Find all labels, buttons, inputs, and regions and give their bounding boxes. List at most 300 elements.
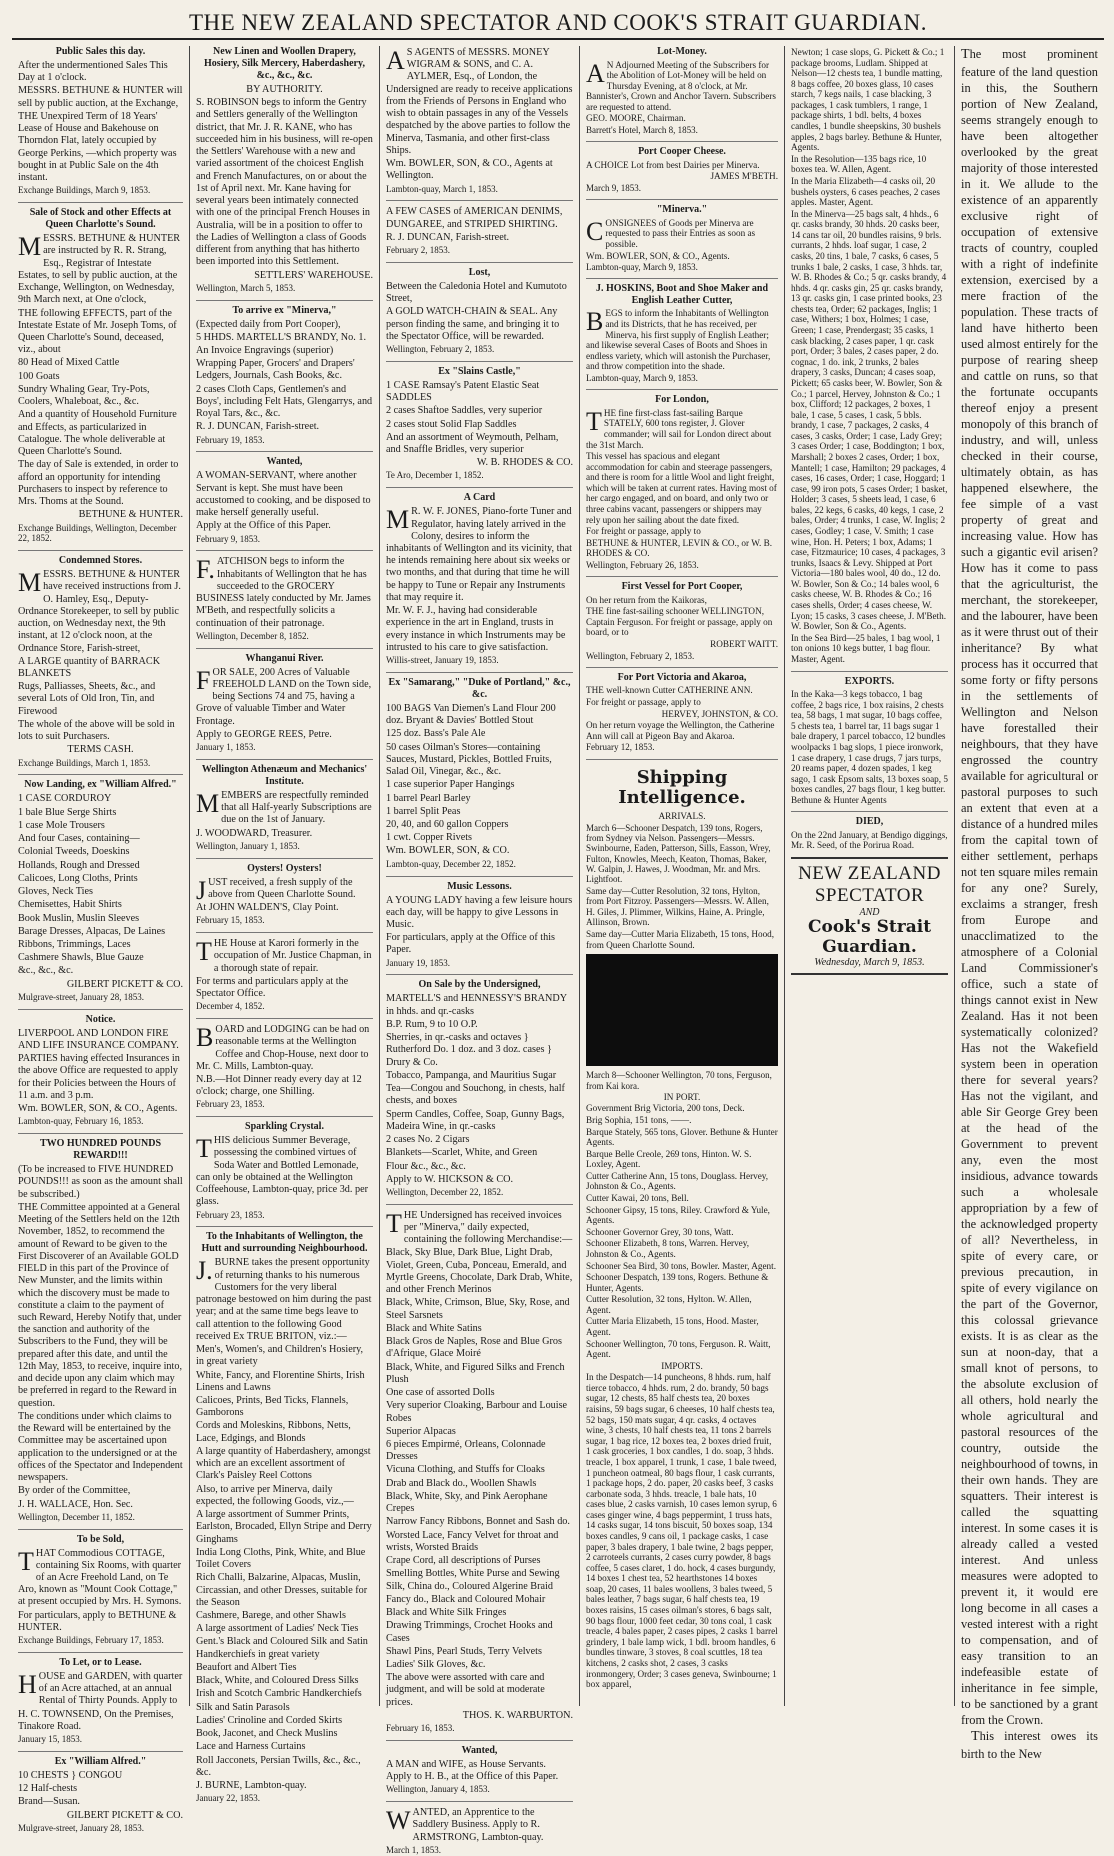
ad-line: Barque Stately, 565 tons, Glover. Bethune & Hunter Agents. [586,1126,778,1148]
ad-line: Lambton-quay, March 9, 1853. [586,372,698,383]
ad-line: THIS delicious Summer Beverage, possessing the combined virtues of Soda Water and Bottled Lemonade, can only be obtained at the Wellington Coffeehouse, Lambton-quay, price 3d. per glass. [196,1134,368,1208]
column-6-editorial [955,46,1104,1762]
advertisement [18,1652,183,1745]
ad-line: Apply at the Office of this Paper. [196,520,331,532]
ad-line: HOUSE and GARDEN, with quarter of an Acre attached, at an annual Rental of Thirty Pounds. Apply to [18,1669,183,1707]
ad-line: LIVERPOOL AND LONDON FIRE AND LIFE INSURANCE COMPANY. [18,1027,179,1051]
ad-line: Black, White, Sky, and Pink Aerophane Crepes [386,1490,548,1515]
nameplate-date: Wednesday, March 9, 1853. [814,957,925,969]
ad-line: Roll Jacconets, Persian Twills, &c., &c., &c. [196,1754,361,1778]
ad-heading: Port Cooper Cheese. [638,146,726,158]
ad-line: 6 pieces Empirmé, Orleans, Colonnade Dresses [386,1439,546,1463]
advertisement [386,361,573,481]
ad-line: 50 cases Oilman's Stores—containing Sauces, Mustard, Pickles, Bottled Fruits, Salad Oil, Vinegar, &c., &c. [386,741,552,778]
ad-line: Shawl Pins, Pearl Studs, Terry Velvets [386,1645,542,1657]
ad-line: 1 CASE Ramsay's Patent Elastic Seat SADDLES [386,379,540,404]
ad-line: Cutter Kawai, 20 tons, Bell. [586,1193,689,1204]
ad-line: For particulars, apply at the Office of this Paper. [386,932,555,956]
ad-line: S. ROBINSON begs to inform the Gentry and Settlers generally of the Wellington district, that Mr. J. R. KANE, who has succeeded him in his business, will re-open the Settlers' Warehouse with a new and varied assortment of the choicest English and French Manufactures, on or about the 1st of April next. Mr. Kane having for several years been intimately connected with one of the principal French Houses in Australia, will be in a position to offer to the Ladies of Wellington a class of Goods different from anything that has hitherto been imported into this Settlement. [196,97,373,268]
ad-heading: New Linen and Woollen Drapery, Hosiery, Silk Mercery, Haberdashery, &c., &c., &c. [204,46,365,81]
ad-line: F.ATCHISON begs to inform the Inhabitants of Wellington that he has succeeded to the GROCERY BUSINESS lately conducted by Mr. James M'Beth, and respectfully solicits a continuation of their patronage. [196,555,371,629]
ad-line: 125 doz. Bass's Pale Ale [386,728,486,740]
ad-line: Exchange Buildings, March 1, 1853. [18,757,151,768]
ad-line: 2 cases Shaftoe Saddles, very superior [386,405,543,417]
ad-line: Exchange Buildings, February 17, 1853. [18,1635,164,1646]
ad-line: R. J. DUNCAN, Farish-street. [196,421,320,433]
ad-heading: Public Sales this day. [55,46,146,57]
ad-line: Brig Sophia, 151 tons, ——. [586,1115,692,1126]
ad-line: Cutter Resolution, 32 tons, Hylton. W. Allen, Agent. [586,1294,752,1315]
ad-line: Between the Caledonia Hotel and Kumutoto Street, [386,280,567,305]
ad-line: Government Brig Victoria, 200 tons, Deck. [586,1103,745,1114]
ad-heading: Wanted, [461,1744,498,1756]
ad-line: 100 BAGS Van Diemen's Land Flour 200 doz. Bryant & Davies' Bottled Stout [386,702,556,727]
ad-line: Wellington, March 5, 1853. [196,282,296,293]
ad-line: IMPORTS. [661,1360,703,1371]
ad-line: The day of Sale is extended, in order to afford an opportunity for intending Purchasers to inspect by reference to Mrs. Thoms at the Sound. [18,459,179,508]
advertisement [196,451,373,544]
advertisement [196,1018,373,1110]
column-4 [580,46,785,1706]
newspaper-nameplate [791,857,948,975]
ad-line: THE Unexpired Term of 18 Years' Lease of House and Bakehouse on Thorndon Flat, lately occupied by George Perkins, —which property was bought in at Public Sale on the 4th instant. [18,110,177,184]
nameplate-subtitle: Cook's Strait Guardian. [807,917,932,957]
advertisement [18,202,183,544]
ad-line: Same day—Cutter Maria Elizabeth, 15 tons, Hood, from Queen Charlotte Sound. [586,929,775,950]
ad-line: 2 cases No. 2 Cigars [386,1134,470,1146]
ad-line: Fancy do., Black and Coloured Mohair [386,1593,546,1605]
ad-line: A WOMAN-SERVANT, where another Servant is kept. She must have been accustomed to cooking, and be disposed to make herself generally useful. [196,470,371,519]
ad-line: For freight or passage, apply to [586,526,701,537]
ad-line: Same day—Cutter Resolution, 32 tons, Hylton, from Port Fitzroy. Passengers—Messrs. W. Allen, H. Giles, J. Plimmer, Wilkins, Haine, A. Pringle, Allinson, Brown. [586,885,769,928]
ad-line: J. WOODWARD, Treasurer. [196,827,313,839]
ad-line: Lambton-quay, March 9, 1853. [586,262,698,273]
ad-line: CONSIGNEES of Goods per Minerva are requested to pass their Entries as soon as possible. [586,216,756,249]
ad-line: On her return from the Kaikoras, [586,594,707,605]
ad-line: Lambton-quay, March 1, 1853. [386,183,498,194]
ad-line: Wellington, January 4, 1853. [386,1784,490,1795]
ad-line: A large assortment of Ladies' Neck Ties [196,1623,359,1635]
ad-line: Apply to GEORGE REES, Petre. [196,728,332,740]
ad-line: February 12, 1853. [586,742,655,753]
ad-heading: Lost, [468,266,491,278]
ad-line: A GOLD WATCH-CHAIN & SEAL. Any person finding the same, and bringing it to the Spectator Office, will be rewarded. [386,306,560,342]
ad-line: Barque Belle Creole, 269 tons, Hinton. W. S. Loxley, Agent. [586,1148,752,1170]
ad-line: In the Sea Bird—25 bales, 1 bag wool, 1 ton onions 10 kegs butter, 1 bag flour. Master, Agent. [791,632,941,664]
ad-line: THE well-known Cutter CATHERINE ANN. [586,685,753,696]
ad-line: 10 CHESTS } CONGOU [18,1769,123,1781]
ad-line: March 8—Schooner Wellington, 70 tons, Ferguson, from Kai kora. [586,1070,772,1091]
ad-line: 1 case Mole Trousers [18,819,105,831]
ad-line: Rich Challi, Balzarine, Alpacas, Muslin, Circassian, and other Dresses, suitable for the Season [196,1572,368,1608]
ad-line: BOARD and LODGING can be had on reasonable terms at the Wellington Coffee and Chop-House, next door to Mr. C. Mills, Lambton-quay. [196,1023,370,1072]
ad-line: Wellington, February 2, 1853. [586,650,695,661]
ad-heading: Shipping Intelligence. [618,766,746,809]
ad-line: N.B.—Hot Dinner ready every day at 12 o'clock; charge, one Shilling. [196,1073,362,1098]
ad-line: A YOUNG LADY having a few leisure hours each day, will be happy to give Lessons in Music. [386,894,573,930]
advertisement [18,1751,183,1834]
ad-line: Hollands, Rough and Dressed [18,859,140,871]
editorial-continuation: This interest owes its birth to the New [961,1729,1098,1762]
ad-line: 1 bale Blue Serge Shirts [18,806,117,818]
ad-line: Wellington, January 1, 1853. [196,840,300,851]
ad-line: BY AUTHORITY. [246,84,323,95]
ad-line: 1 barrel Split Peas [386,805,461,817]
ad-line: For terms and particulars apply at the Spectator Office. [196,975,349,999]
ad-line: Wellington, December 8, 1852. [196,630,309,641]
ad-line: Wm. BOWLER, SON, & CO., Agents. [18,1103,178,1115]
ad-line: Smelling Bottles, White Purse and Sewing Silk, China do., Coloured Algerine Braid [386,1568,560,1592]
ad-line: February 9, 1853. [196,533,260,544]
ad-line: Cutter Maria Elizabeth, 15 tons, Hood. Master, Agent. [586,1316,759,1337]
ad-heading: EXPORTS. [844,675,895,687]
ad-line: White, Fancy, and Florentine Shirts, Irish Linens and Lawns [196,1369,365,1393]
advertisement [386,876,573,969]
ad-line: MESSRS. BETHUNE & HUNTER are instructed by R. R. Strang, Esq., Registrar of Intestate Estates, to sell by public auction, at the Exchange, Wellington, on Wednesday, 9th March next, at One o'clock, [18,232,181,306]
ad-line: In the Resolution—135 bags rice, 10 boxes tea. W. Allen, Agent. [791,153,927,175]
ad-heading: Ex "William Alfred." [54,1755,147,1767]
ad-line: For freight or passage, apply to [586,697,701,708]
ad-heading: Ex "Slains Castle," [438,365,521,377]
advertisement [386,974,573,1197]
advertisement [386,672,573,870]
ad-line: And four Cases, containing— [18,833,140,845]
ad-line: Very superior Cloaking, Barbour and Louise Robes [386,1400,568,1424]
ad-line: Crape Cord, all descriptions of Purses [386,1555,541,1567]
ad-line: Wm. BOWLER, SON, & CO., Agents at Wellington. [386,158,553,182]
ad-line: Black and White Satins [386,1322,482,1334]
ad-line: Wellington, February 2, 1853. [386,344,495,355]
advertisement [586,667,778,753]
ad-line: Book, Jaconet, and Check Muslins [196,1728,338,1740]
ad-line: The conditions under which claims to the Reward will be entertained by the Committee may be ascertained upon application to the undersigned or at the offices of the Spectator and Independent newspapers. [18,1410,183,1484]
nameplate-title: NEW ZEALAND SPECTATOR [798,863,941,906]
ad-line: Beaufort and Albert Ties [196,1661,297,1673]
ad-line: Rugs, Palliasses, Sheets, &c., and several Lots of Old Iron, Tin, and Firewood [18,681,156,717]
ad-line: GEO. MOORE, Chairman. [586,113,686,124]
ad-line: A large quantity of Haberdashery, amongst which are an excellent assortment of Clark's Paisley Reel Cottons [196,1445,371,1482]
ad-line: At JOHN WALDEN'S, Clay Point. [196,902,339,914]
ad-line: Gent.'s Black and Coloured Silk and Satin Handkerchiefs in great variety [196,1636,368,1660]
ad-line: A large assortment of Summer Prints, Earlston, Brocaded, Ellyn Stripe and Derry Ginghams [196,1509,372,1545]
ad-line: February 15, 1853. [196,915,265,926]
ad-line: 80 Head of Mixed Cattle [18,357,120,369]
ad-line: January 15, 1853. [18,1734,82,1745]
ad-line: The above were assorted with care and judgment, and will be sold at moderate prices. [386,1672,545,1708]
advertisement [18,1133,183,1522]
ad-line: Tobacco, Pampanga, and Mauritius Sugar [386,1069,557,1081]
advertisement [196,858,373,927]
ad-line: Wm. BOWLER, SON, & CO. [386,845,510,857]
ad-heading: Wellington Athenæum and Mechanics' Institute. [201,763,368,787]
ad-line: For particulars, apply to BETHUNE & HUNTER. [18,1609,177,1633]
ad-line: Schooner Despatch, 139 tons, Rogers. Bethune & Hunter, Agents. [586,1272,769,1293]
ad-heading: Music Lessons. [447,880,512,892]
ad-line: A LARGE quantity of BARRACK BLANKETS [18,655,161,679]
ad-line: Sherries, in qr.-casks and octaves } Rutherford Do. 1 doz. and 3 doz. cases } Drury & Co. [386,1032,552,1068]
ad-line: In the Despatch—14 puncheons, 8 hhds. rum, half tierce tobacco, 4 hhds. rum, 2 do. brandy, 50 bags sugar, 12 chests, 85 half chests tea, 20 boxes raisins, 59 bags sugar, 6 cheeses, 10 half chests tea, 52 bags, 150 mats sugar, 4 qr. casks, 4 octaves wine, 3 chests, 10 half chests tea, 11 tons 2 barrels sugar, 1 bag rice, 12 boxes tea, 2 boxes dried fruit, 1 cask groceries, 1 box candles, 1 do. soap, 3 hhds. treacle, 1 box apparel, 1 trunk, 1 case, 1 bale tweed, 1 puncheon oatmeal, 80 bags flour, 1 cask currants, 1 package hops, 2 do. paper, 20 casks beef, 3 casks carbonate soda, 3 hhds. treacle, 1 bale hats, 10 cases blue, 2 casks varnish, 10 cases lemon syrup, 6 cases ginger wine, 4 bags peppermint, 1 truss hats, 14 casks sugar, 14 tons biscuit, 50 boxes soap, 134 boxes candles, 9 cans oil, 1 package casks, 1 case paper, 3 bales drapery, 1 bale twine, 2 bags pepper, 2 carroteels currants, 2 cases curry powder, 8 bags coffee, 5 cases claret, 1 do. hock, 4 cases burgundy, 14 boxes 1 chest tea, 52 hearthstones 14 boxes soap, 20 cases, 11 bales woollens, 3 bales tweed, 5 bales leather, 7 bags sugar, 6 half chests tea, 19 boxes raisins, 15 cases oilman's stores, 6 bags salt, 90 bags flour, 1000 feet cedar, 30 tons coal, 1 cask treacle, 4 bales paper, 2 cases pipes, 2 casks 1 barrel grindery, 1 bale lamp wick, 1 bdl. broom handles, 6 bundles tinware, 3 stoves, 8 coal scuttles, 18 tea kitchens, 2 casks shot, 2 cases, 3 casks ironmongery, Order; 3 cases geneva, Swinbourne; 1 box apparel, [586,1372,778,1690]
ad-line: January 1, 1853. [196,742,256,753]
ad-line: Newton; 1 case slops, G. Pickett & Co.; 1 package brooms, Ludlam. Shipped at Nelson—12 chests tea, 1 bundle matting, 8 bags coffee, 20 boxes glass, 10 cases starch, 7 kegs nails, 1 case blacking, 3 packages, 1 cask tumblers, 1 range, 1 package shirts, 1 bdl. belts, 4 boxes candles, 1 bundle sheepskins, 30 bushels apples, 2 bags barley. Bethune & Hunter, Agents. [791,47,945,153]
ad-line: Wellington, December 22, 1852. [386,1186,504,1197]
ad-line: SETTLERS' WAREHOUSE. [254,269,373,281]
ad-line: JAMES M'BETH. [710,171,778,182]
ad-heading: To the Inhabitants of Wellington, the Hutt and surrounding Neighbourhood. [201,1231,368,1255]
ad-heading: Notice. [85,1013,116,1025]
column-5 [785,46,955,1706]
column-1 [12,46,190,1833]
ad-line: Willis-street, January 19, 1853. [386,655,499,666]
ad-line: (To be increased to FIVE HUNDRED POUNDS!!! as soon as the amount shall be subscribed.) [18,1164,183,1200]
ad-line: Also, to arrive per Minerva, daily expected, the following Goods, viz.,— [196,1483,354,1507]
ad-line: J. BURNE, Lambton-quay. [196,1780,307,1792]
ad-line: Cashmere, Barege, and other Shawls [196,1610,346,1621]
ad-line: Wellington, December 11, 1852. [18,1511,135,1522]
advertisement [586,576,778,661]
ad-line: Mr. W. F. J., having had considerable experience in the art in England, trusts in every instance in which Instruments may be intrusted to his care to give satisfaction. [386,605,566,653]
ad-line: 5 HHDS. MARTELL'S BRANDY, No. 1. [196,331,366,343]
ad-line: Worsted Lace, Fancy Velvet for throat and wrists, Worsted Braids [386,1529,559,1553]
ad-line: An Invoice Engravings (superior) [196,345,334,357]
ad-heading: Oysters! Oysters! [247,862,322,874]
ad-line: THE Committee appointed at a General Meeting of the Settlers held on the 12th November, 1852, to recommend the amount of Reward to be given to the First Discoverer of an Available GOLD FIELD in this part of the Province of New Munster, and the limits within which the discovery must be made to constitute a claim to the payment of such Reward, Hereby Notify that, under the sanction and authority of the Subscribers to the Fund, they will be prepared after this date, and until the 12th May, 1853, to receive, inquire into, and decide upon any claim which may be preferred in regard to the Reward in question. [18,1201,182,1409]
ad-line: Mulgrave-street, January 28, 1853. [18,991,144,1002]
ad-heading: First Vessel for Port Cooper, [621,581,743,593]
ad-line: MEMBERS are respectfully reminded that all Half-yearly Subscriptions are due on the 1st of January. [196,788,372,826]
ad-line: Exchange Buildings, Wellington, December 22, 1852. [18,522,177,544]
ad-line: In the Kaka—3 kegs tobacco, 1 bag coffee, 2 bags rice, 1 box raisins, 2 chests tea, 58 bags, 1 mat sugar, 10 bags coffee, 5 chests tea, 1 barrel tar, 11 bags sugar 1 bale drapery, 1 parcel tobacco, 12 bundles woolpacks 1 bag slops, 1 piece ironwork, 1 case drapery, 1 case drugs, 7 jars turps, 20 reams paper, 4 dozen spades, 1 keg sago, 1 cask Epsom salts, 13 boxes soap, 5 boxes candles, 27 bags flour, 1 keg butter. Bethune & Hunter Agents [791,689,948,805]
ad-line: Sperm Candles, Coffee, Soap, Gunny Bags, Madeira Wine, in qr.-casks [386,1108,565,1132]
ad-line: 2 cases stout Solid Flap Saddles [386,418,517,430]
ad-line: Black, White, and Coloured Dress Silks [196,1675,359,1687]
ad-heading: Sparkling Crystal. [245,1121,324,1133]
ad-line: Schooner Elizabeth, 8 tons, Warren. Hervey, Johnston & Co., Agents. [586,1238,750,1259]
ad-line: MR. W. F. JONES, Piano-forte Tuner and Regulator, having lately arrived in the Colony, desires to inform the inhabitants of Wellington and its vicinity, that he intends remaining here about six weeks or two months, and that during that time he will be happy to Tune or Repair any Instruments that may require it. [386,505,572,603]
ad-line: Chemisettes, Habit Shirts [18,899,122,911]
ad-line: PARTIES having effected Insurances in the above Office are requested to apply for their Policies between the Hours of 11 a.m. and 3 p.m. [18,1053,180,1101]
ad-line: 1 cwt. Copper Rivets [386,832,473,844]
ad-line: India Long Cloths, Pink, White, and Blue Toilet Covers [196,1546,366,1571]
ad-line: Tea—Congou and Souchong, in chests, half chests, and boxes [386,1083,565,1107]
ad-line: 1 case superior Paper Hangings [386,779,515,791]
advertisement [586,759,778,1690]
ad-heading: "Minerva." [656,204,708,216]
advertisement [791,47,948,665]
ad-line: THE House at Karori formerly in the occupation of Mr. Justice Chapman, in a thorough state of repair. [196,937,372,974]
ad-line: THE Undersigned has received invoices per "Minerva," daily expected, containing the following Merchandise:— [386,1208,573,1246]
ad-heading: For Port Victoria and Akaroa, [617,671,747,683]
ad-line: Wm. BOWLER, SON, & CO., Agents. [586,250,730,261]
ad-line: After the undermentioned Sales This Day at 1 o'clock. [18,60,168,84]
ad-line: Te Aro, December 1, 1852. [386,470,484,481]
ad-line: One case of assorted Dolls [386,1387,495,1399]
ad-line: Schooner Wellington, 70 tons, Ferguson. R. Waitt, Agent. [586,1338,771,1360]
advertisement [386,200,573,256]
ad-line: MESSRS. BETHUNE & HUNTER have received instructions from J. O. Hamley, Esq., Deputy-Ordnance Storekeeper, to sell by public auction, on Wednesday next, the 9th instant, at 12 o'clock noon, at the Ordnance Store, Farish-street, [18,568,181,654]
advertisement [18,550,183,768]
ad-line: February 23, 1853. [196,1099,265,1110]
ad-line: J.BURNE takes the present opportunity of returning thanks to his numerous Customers for the very liberal patronage bestowed on him during the past year; and at the same time begs leave to call attention to the following Good received Ex TRUE BRITON, viz.:— [196,1256,372,1342]
advertisement [196,550,373,641]
ad-heading: Whanganui River. [245,652,324,664]
ad-line: FOR SALE, 200 Acres of Valuable FREEHOLD LAND on the Town side, being Sections 74 and 75, having a Grove of valuable Timber and Water Frontage. [196,665,372,727]
ad-line: MARTELL'S and HENNESSY'S BRANDY in hhds. and qr.-casks [386,993,567,1017]
ad-line: January 22, 1853. [196,1793,260,1804]
ad-line: This vessel has spacious and elegant accommodation for cabin and steerage passengers, and there is room for a little Wool and light freight, which will be taken at current rates. Having most of her cargo engaged, and on board, and only two or three cabins vacant, passengers or shippers may rely upon her sailing about the date fixed. [586,451,777,525]
ad-line: Book Muslin, Muslin Sleeves [18,912,140,924]
ad-line: R. J. DUNCAN, Farish-street. [386,231,510,243]
ad-line: &c., &c., &c. [18,965,74,977]
advertisement [386,1740,573,1795]
ad-line: December 4, 1852. [196,1001,265,1012]
ad-line: B.P. Rum, 9 to 10 O.P. [386,1018,478,1030]
ad-line: On the 22nd January, at Bendigo diggings, Mr. R. Seed, of the Porirua Road. [791,829,948,851]
ad-heading: Ex "Samarang," "Duke of Portland," &c., &c. [388,676,571,700]
ad-line: Men's, Women's, and Children's Hosiery, in great variety [196,1344,364,1368]
ad-line: GILBERT PICKETT & CO. [66,978,183,990]
ad-line: January 19, 1853. [386,957,450,968]
ad-line: Sundry Whaling Gear, Try-Pots, Coolers, Whaleboat, &c., &c. [18,383,150,408]
advertisement [18,774,183,1002]
ad-line: Flour &c., &c., &c. [386,1160,466,1172]
ad-line: Cutter Catherine Ann, 15 tons, Douglass. Hervey, Johnston & Co., Agents. [586,1170,769,1192]
ad-line: In the Minerva—25 bags salt, 4 hhds., 6 qr. casks brandy, 30 hhds. 20 casks beer, 14 cans tar oil, 20 bundles raisins, 9 brls. currants, 2 hhds. loaf sugar, 1 case, 2 casks, 20 tins, 1 bale, 7 casks, 6 cases, 5 trunks 1 bale, 2 casks, 1 case, 3 hhds. tar, W. B. Rhodes & Co.; 5 qr. casks brandy, 4 hhds. 4 qr. casks gin, 25 qr. casks brandy, 13 qr. casks gin, 1 case printed books, 23 chests tea, Order; 62 packages, Inglis; 1 case, Withers; 1 box, Holmes; 1 case, Green; 1 case, Prendergast; 35 casks, 1 cask blacking, 2 cases paper, 1 qr. cask port, Order; 3 bales, 2 cases paper, 2 do. cognac, 1 do. ink, 2 trunks, 2 bales drapery, 3 casks, Duncan; 4 cases soap, Pickett; 65 casks beer, W. Bowler, Son & Co.; 1 parcel, Hervey, Johnston & Co.; 1 box, Clifford; 12 packages, 2 boxes, 1 bale, 1 case, 5 cases, 1 cask, 5 bbls. brandy, 1 case, 7 packages, 2 casks, 4 cases, 3 casks, Order; 1 case, Lady Grey; 3 cases Order; 1 case, Boddington; 1 box, Marshall; 2 boxes 2 cases, Order; 1 box, Mantell; 1 case, Hamilton; 29 packages, 4 cases, 16 cases, Order; 1 case, Hoggard; 1 case, 99 iron pots, 5 cases Order; 1 basket, Holder; 3 cases, 5 sheets lead, 1 case, 6 bales, 22 kegs, 6 casks, 40 kegs, 1 case, 2 bales, Order; 4 trunks, 1 case, W. Inglis; 2 cases, Godley; 1 case, V. Smith; 1 case wine, Hon. H. Peters; 1 box, Adams; 1 case, Fitzmaurice; 10 cases, 4 packages, 3 trunks, Isaacs & Levy. Shipped at Port Victoria—180 bales wool, 40 do., 12 do. W. Bowler, Son & Co.; 14 bales wool, 6 casks cheese, W. B. Rhodes & Co.; 16 cases shells, Order; 4 cases cheese, W. Lyon; 15 casks, 3 cases cheese, J. M'Beth. W. Bowler, Son & Co., Agents. [791,208,948,632]
ad-line: Barage Dresses, Alpacas, De Laines [18,925,166,937]
ad-line: Colonial Tweeds, Doeskins [18,846,130,858]
ad-line: In the Maria Elizabeth—4 casks oil, 20 bushels oysters, 6 cases peaches, 2 cases apples. Master, Agent. [791,175,940,208]
ad-line: Wrapping Paper, Grocers' and Drapers' Ledgers, Journals, Cash Books, &c. [196,358,355,382]
ad-line: March 1, 1853. [386,1844,441,1855]
ad-line: Ribbons, Trimmings, Laces [18,939,131,951]
ad-line: Cashmere Shawls, Blue Gauze [18,952,144,964]
advertisement [791,671,948,806]
advertisement [386,1801,573,1856]
ad-line: AN Adjourned Meeting of the Subscribers for the Abolition of Lot-Money will be held on Thursday Evening, at 8 o'clock, at Mr. Bannister's, Crown and Anchor Tavern. Subscribers are requested to attend. [586,58,776,112]
ad-line: ARRIVALS. [658,811,706,822]
ad-line: Mulgrave-street, January 28, 1853. [18,1822,144,1833]
ad-line: 1 barrel Pearl Barley [386,792,471,804]
advertisement [386,47,573,194]
ad-line: THOS. K. WARBURTON. [462,1709,573,1721]
ad-line: A MAN and WIFE, as House Servants. Apply to H. B., at the Office of this Paper. [386,1758,559,1783]
ad-heading: Wanted, [266,456,303,468]
ad-line: HERVEY, JOHNSTON, & CO. [661,708,778,719]
ad-line: 2 cases Cloth Caps, Gentlemen's and Boys', including Felt Hats, Glengarrys, and Royal Tars, &c., &c. [196,383,373,420]
ad-line: Narrow Fancy Ribbons, Bonnet and Sash do. [386,1516,570,1528]
ad-line: Lambton-quay, February 16, 1853. [18,1116,144,1127]
ad-line: February 23, 1853. [196,1209,265,1220]
ad-line: February 19, 1853. [196,434,265,445]
ad-line: Lace and Harness Curtains [196,1741,306,1753]
ad-line: THE fine fast-sailing schooner WELLINGTON, Captain Ferguson. For freight or passage, apply on board, or to [586,606,773,638]
ad-line: Vicuna Clothing, and Stuffs for Cloaks [386,1464,545,1476]
ad-line: February 2, 1853. [386,245,450,256]
ad-line: Barrett's Hotel, March 8, 1853. [586,124,698,135]
ad-line: Blankets—Scarlet, White, and Green [386,1147,538,1159]
column-3 [380,46,580,1855]
advertisement [586,278,778,383]
ad-line: Ladies' Silk Gloves, &c. [386,1658,486,1670]
advertisement [586,141,778,193]
ad-line: February 16, 1853. [386,1723,455,1734]
advertisement [196,932,373,1012]
ad-line: Drab and Black do., Woollen Shawls [386,1477,537,1489]
advertisement [196,759,373,852]
advertisement [196,46,373,294]
advertisement [586,46,778,135]
ad-heading: Now Landing, ex "William Alfred." [24,779,177,791]
nameplate-and: AND [859,906,880,918]
ad-line: JUST received, a fresh supply of the above from Queen Charlotte Sound. [196,875,356,905]
advertisement [196,300,373,446]
ad-line: AS AGENTS of MESSRS. MONEY WIGRAM & SONS, and C. A. AYLMER, Esq., of London, the Undersigned are ready to receive applications from the Friends of Persons in England who wish to obtain passages in any of the Vessels despatched by the above parties to follow the Minerva, Tasmania, and other first-class Ships. [386,46,573,156]
ad-line: Exchange Buildings, March 9, 1853. [18,185,151,196]
column-2 [190,46,380,1804]
ad-line: Calicoes, Long Cloths, Prints [18,872,138,884]
ad-heading: DIED, [855,816,884,828]
ad-line: A FEW CASES of AMERICAN DENIMS, DUNGAREE, and STRIPED SHIRTING. [386,206,563,230]
ad-line: Black, White, Crimson, Blue, Sky, Rose, and Steel Sarsnets [386,1297,570,1321]
ad-line: Lambton-quay, December 22, 1852. [386,858,516,869]
ad-line: TERMS CASH. [67,744,134,756]
advertisement [386,262,573,355]
advertisement [196,1226,373,1804]
columns [12,46,1104,1855]
advertisement [586,389,778,570]
ad-line: Brand—Susan. [18,1796,80,1808]
ad-line: March 6—Schooner Despatch, 139 tons, Rogers, from Sydney via Nelson. Passengers—Messrs. Swinbourne, Eaden, Patterson, Sills, Easson, Wrey, Fulton, Knowles, Meech, Keaton, Thomas, Baker, W. Galpin, J. Hawes, J. Woodman, Mr. and Mrs. Lightfoot. [586,822,771,885]
ad-heading: J. HOSKINS, Boot and Shoe Maker and English Leather Cutter, [595,283,769,306]
ad-line: Calicoes, Prints, Bed Ticks, Flannels, Gamborons [196,1395,349,1419]
ad-line: Black Gros de Naples, Rose and Blue Gros d'Afrique, Glace Moiré [386,1336,562,1360]
advertisement [18,46,183,196]
ad-line: Drawing Trimmings, Crochet Hooks and Cases [386,1620,553,1644]
ad-line: By order of the Committee, [18,1485,131,1497]
advertisement [18,1009,183,1127]
ad-line: Schooner Gipsy, 15 tons, Riley. Crawford & Yule, Agents. [586,1204,770,1226]
ad-line: A CHOICE Lot from best Dairies per Minerva. [586,159,760,170]
ad-heading: TWO HUNDRED POUNDS REWARD!!! [39,1138,162,1162]
ad-line: (Expected daily from Port Cooper), [196,318,341,330]
ad-line: THAT Commodious COTTAGE, containing Six Rooms, with quarter of an Acre Freehold Land, on Te Aro, known as "Mount Cook Cottage," at present occupied by Mrs. H. Symons. [18,1546,182,1608]
ad-line: H. C. TOWNSEND, On the Premises, Tinakore Road. [18,1708,174,1732]
ad-line: Cords and Moleskins, Ribbons, Netts, Lace, Edgings, and Blonds [196,1420,351,1444]
ad-line: THE fine first-class fast-sailing Barque STATELY, 600 tons register, J. Glover commander; will sail for London direct about the 31st March. [586,406,772,450]
ad-line: BETHUNE & HUNTER, LEVIN & CO., or W. B. RHODES & CO. [586,537,773,559]
ad-line: THE following EFFECTS, part of the Intestate Estate of Mr. Joseph Toms, of Queen Charlotte's Sound, deceased, viz., about [18,307,177,356]
masthead: THE NEW ZEALAND SPECTATOR AND COOK'S STRAIT GUARDIAN. [12,0,1104,40]
advertisement [18,1529,183,1646]
ad-line: 1 CASE CORDUROY [18,793,112,805]
ad-heading: To arrive ex "Minerva," [232,304,337,316]
ad-line: GILBERT PICKETT & CO. [66,1809,183,1821]
advertisement [586,199,778,272]
ad-line: BETHUNE & HUNTER. [78,509,183,521]
ad-line: Gloves, Neck Ties [18,886,93,898]
ad-line: ROBERT WAITT. [710,639,778,650]
advertisement [196,648,373,753]
ad-line: MESSRS. BETHUNE & HUNTER will sell by public auction, at the Exchange, [18,85,183,109]
ad-heading: Sale of Stock and other Effects at Queen Charlotte's Sound. [29,207,172,231]
ad-heading: To be Sold, [76,1533,125,1545]
ad-line: On her return voyage the Wellington, the Catherine Ann will call at Pigeon Bay and Akaroa. [586,720,775,741]
ad-line: Wellington, February 26, 1853. [586,559,699,570]
ad-heading: To Let, or to Lease. [59,1656,142,1668]
ad-heading: Lot-Money. [657,46,707,57]
ad-line: The whole of the above will be sold in lots to suit Purchasers. [18,718,175,743]
ad-line: Apply to W. HICKSON & CO. [386,1173,514,1185]
ad-line: 100 Goats [18,370,60,382]
